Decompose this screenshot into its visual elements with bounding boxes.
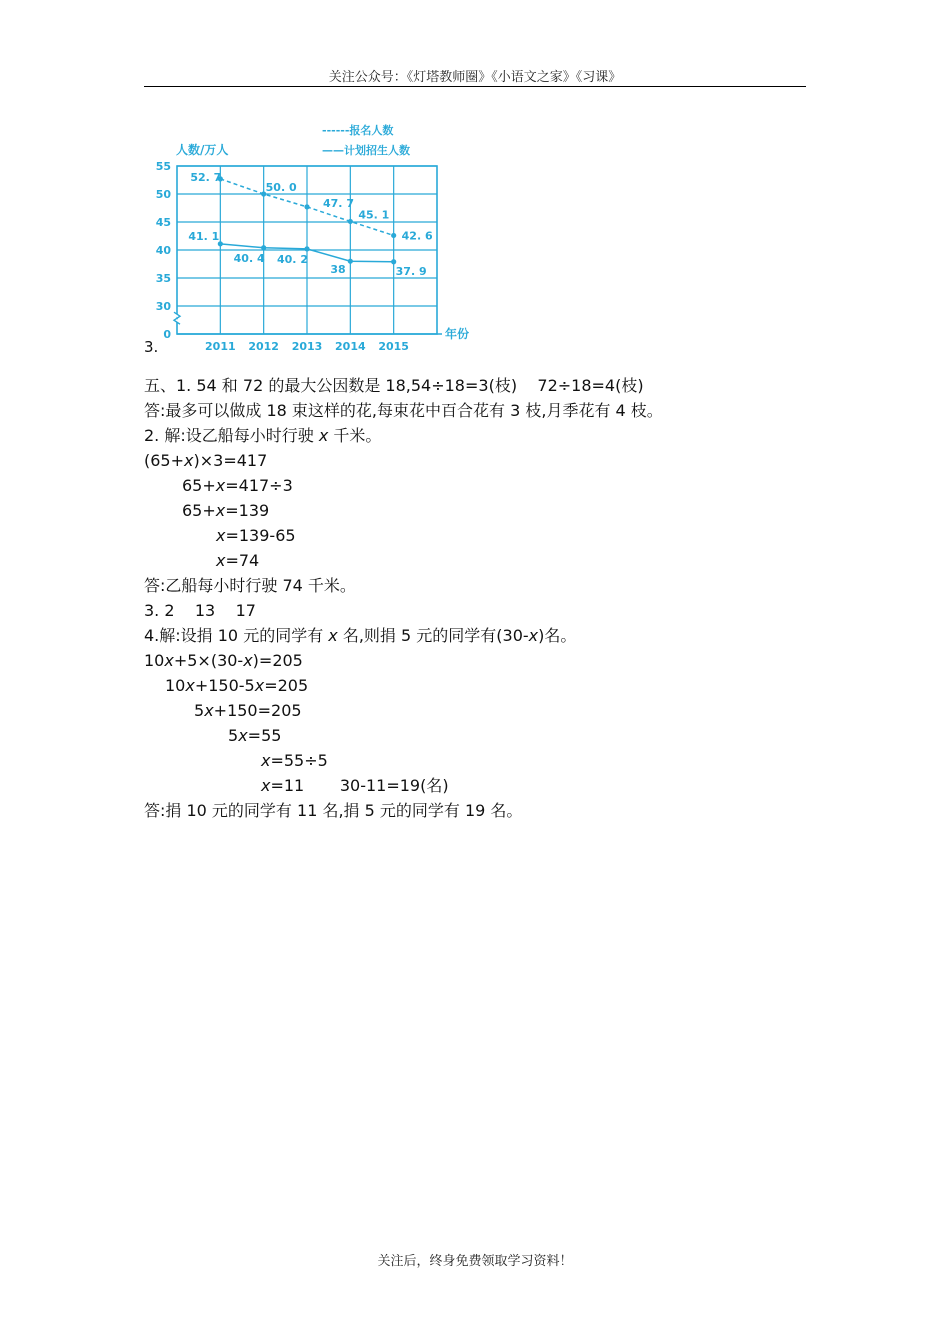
data-point (391, 259, 396, 264)
x-tick-label: 2012 (248, 340, 279, 353)
y-tick-label: 35 (155, 272, 171, 285)
answer-line-12: 10x+5×(30-x)=205 (144, 651, 303, 670)
answer-line-14: 5x+150=205 (194, 701, 302, 720)
question-3-label: 3. (144, 338, 159, 356)
answer-line-10: 3. 2 13 17 (144, 601, 256, 620)
data-point (304, 204, 309, 209)
page-header: 关注公众号：《灯塔教师圈》《小语文之家》《习课》 (328, 70, 622, 85)
answer-line-11: 4.解:设捐 10 元的同学有 x 名,则捐 5 元的同学有(30-x)名。 (144, 626, 577, 645)
answer-line-6: 65+x=139 (182, 501, 270, 520)
answer-line-3: 2. 解:设乙船每小时行驶 x 千米。 (144, 426, 382, 445)
y-tick-label: 50 (155, 188, 171, 201)
data-label: 40. 2 (277, 252, 308, 266)
y-tick-label: 40 (155, 244, 171, 257)
answer-line-7: x=139-65 (216, 526, 296, 545)
answer-line-18: 答:捐 10 元的同学有 11 名,捐 5 元的同学有 19 名。 (144, 801, 523, 820)
x-tick-label: 2015 (378, 340, 409, 353)
data-point (261, 245, 266, 250)
data-label: 50. 0 (265, 181, 297, 194)
y-tick-label: 55 (155, 160, 171, 173)
answer-line-9: 答:乙船每小时行驶 74 千米。 (144, 576, 356, 595)
answer-line-1: 五、1. 54 和 72 的最大公因数是 18,54÷18=3(枝) 72÷18=4(枝) (144, 376, 644, 395)
x-axis-label: 年份 (445, 327, 470, 341)
answer-line-4: (65+x)×3=417 (144, 451, 268, 470)
y-tick-label: 45 (155, 216, 171, 229)
x-tick-label: 2013 (291, 340, 323, 353)
data-label: 40. 4 (233, 251, 265, 265)
y-tick-label: 30 (155, 300, 171, 313)
answer-line-5: 65+x=417÷3 (182, 476, 293, 495)
answer-line-16: x=55÷5 (261, 751, 328, 770)
answer-line-8: x=74 (216, 551, 260, 570)
x-tick-label: 2011 (205, 340, 236, 353)
data-label: 47. 7 (323, 196, 354, 210)
data-label: 45. 1 (358, 208, 390, 222)
data-label: 42. 6 (401, 229, 433, 243)
y-tick-label: 0 (163, 328, 171, 341)
legend-entry: ------报名人数 (322, 124, 394, 137)
data-point (348, 259, 353, 264)
data-point (304, 246, 309, 251)
chart-svg (144, 112, 470, 360)
data-label: 38 (330, 263, 346, 277)
answer-line-13: 10x+150-5x=205 (165, 676, 309, 695)
legend-entry: ——计划招生人数 (322, 144, 410, 157)
data-label: 41. 1 (188, 229, 220, 243)
line-chart (144, 112, 470, 360)
page-footer: 关注后，终身免费领取学习资料！ (377, 1254, 573, 1269)
data-label: 52. 7 (190, 170, 222, 184)
answer-line-15: 5x=55 (228, 726, 282, 745)
x-tick-label: 2014 (335, 340, 366, 353)
y-axis-label: 人数/万人 (176, 143, 229, 157)
axis-break-mark (174, 312, 180, 324)
answer-line-17: x=11 30-11=19(名) (261, 776, 449, 795)
header-rule (144, 86, 806, 87)
data-point (391, 233, 396, 238)
data-label: 37. 9 (395, 264, 427, 278)
answer-line-2: 答:最多可以做成 18 束这样的花,每束花中百合花有 3 枝,月季花有 4 枝。 (144, 401, 663, 420)
data-point (348, 219, 353, 224)
